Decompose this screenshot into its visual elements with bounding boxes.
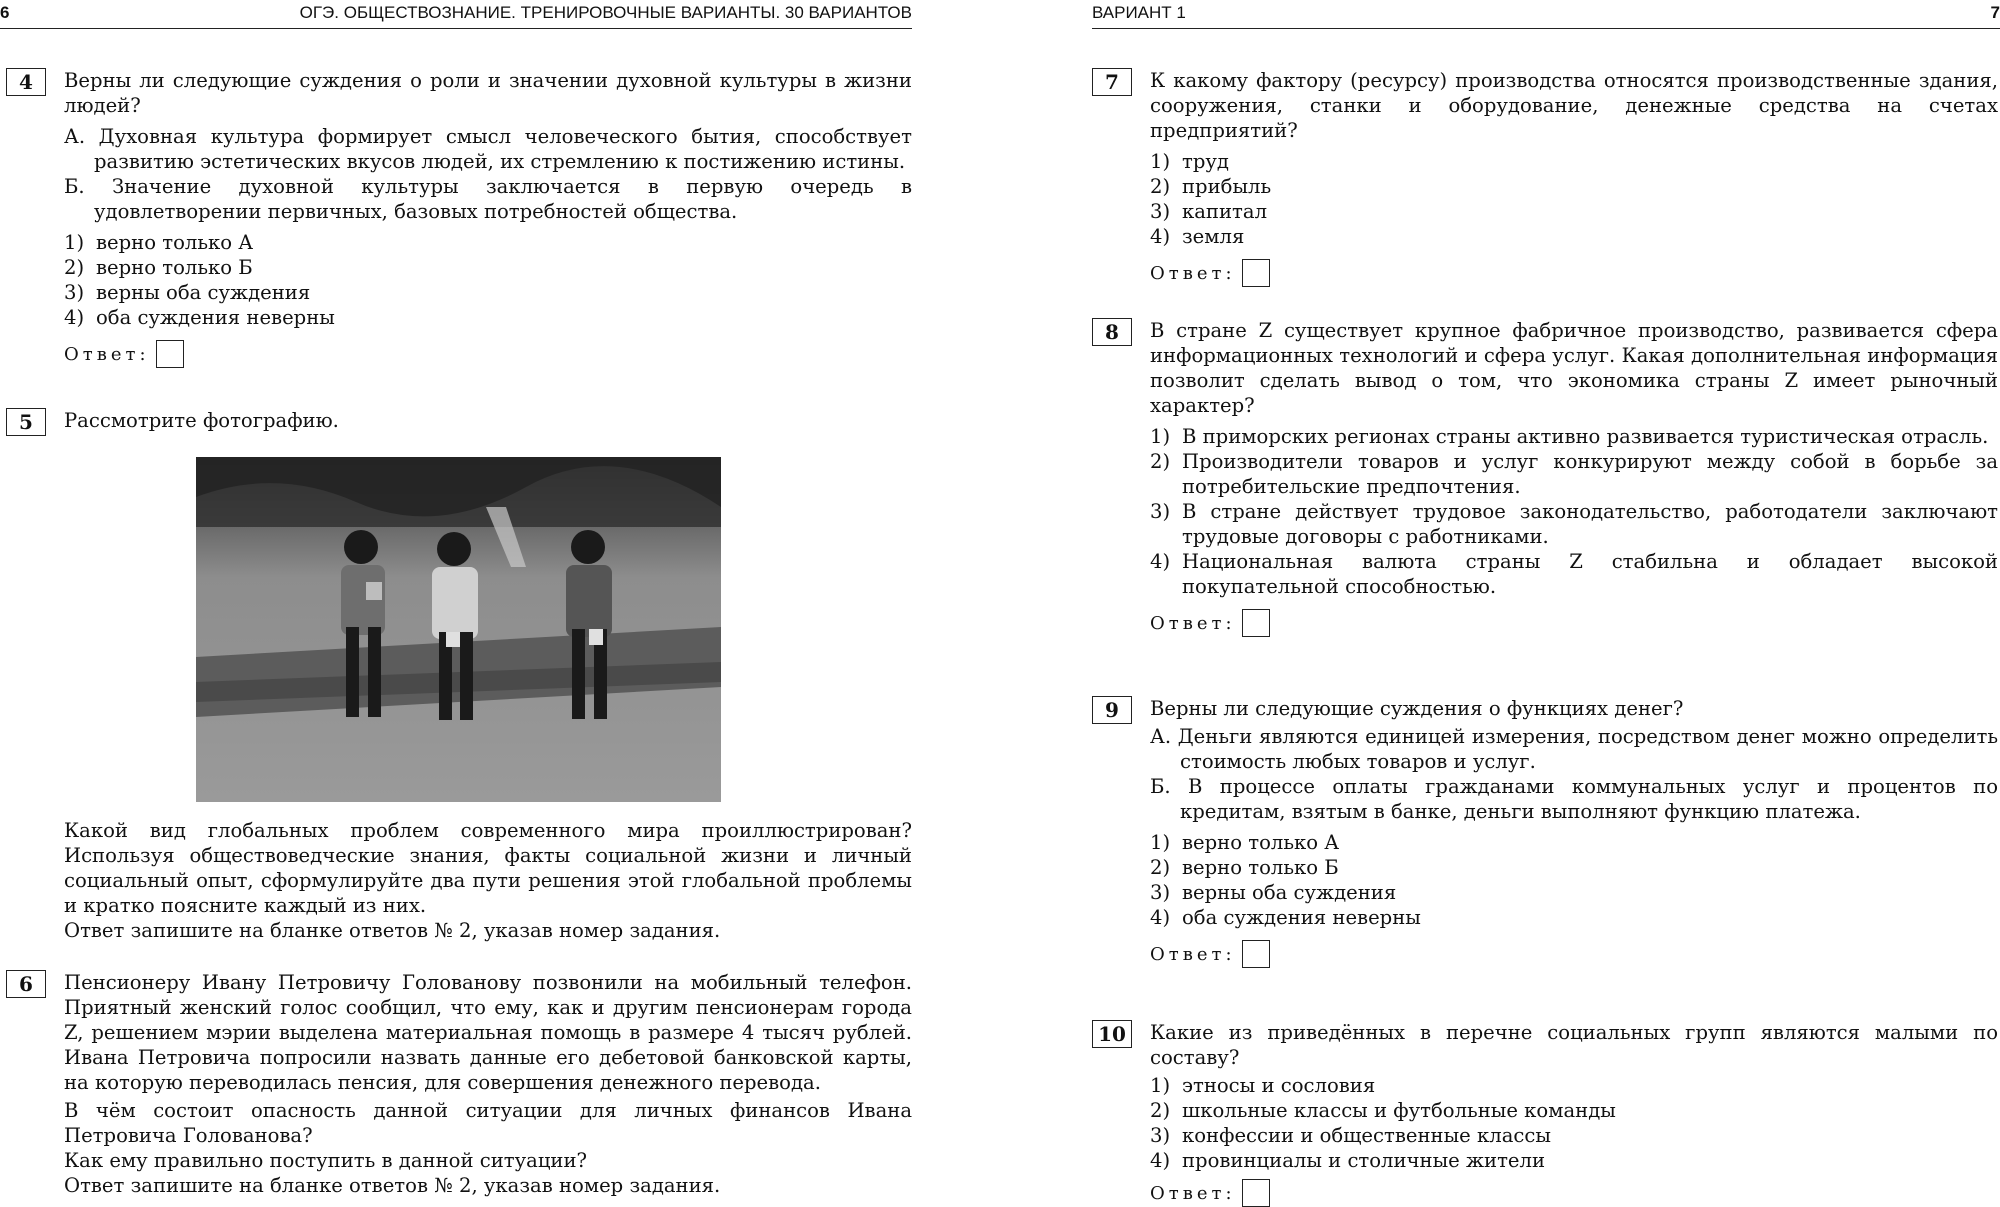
- variant-title: ВАРИАНТ 1: [1092, 3, 1186, 22]
- question-sub-1: В чём состоит опасность данной ситуации для личных финансов Ивана Петровича Голованова?: [64, 1099, 912, 1147]
- option-4: 4) Национальная валюта страны Z стабильна и обладает высокой покупательной способностью.: [1150, 550, 1998, 598]
- option-3: 3) верны оба суждения: [64, 281, 311, 304]
- options-list: [1150, 830, 1998, 930]
- option-2: 2) верно только Б: [1150, 856, 1339, 879]
- photo-illustration: [196, 457, 721, 802]
- option-4: 4) оба суждения неверны: [1150, 906, 1421, 929]
- question-intro: Рассмотрите фотографию.: [64, 409, 339, 432]
- question-stem: Верны ли следующие суждения о функциях денег?: [1150, 697, 1684, 720]
- option-4: 4) оба суждения неверны: [64, 306, 335, 329]
- right-page-header: [1092, 0, 2000, 29]
- answer-box[interactable]: [1242, 609, 1270, 637]
- question-text: Пенсионеру Ивану Петровичу Голованову позвонили на мобильный телефон. Приятный женский голос сообщил, что ему, как и другим пенсионерам города Z, решением мэрии выделена материальная помощь в размере 4 тысяч рублей. Ивана Петровича попросили назвать данные его дебетовой банковской карты, на которую переводилась пенсия, для совершения денежного перевода.: [64, 971, 912, 1094]
- option-1: 1) верно только А: [1150, 831, 1340, 854]
- option-4: 4) провинциалы и столичные жители: [1150, 1149, 1546, 1172]
- option-3: 3) конфессии и общественные классы: [1150, 1124, 1551, 1147]
- options-list: [1150, 424, 1998, 599]
- question-sub-2: Как ему правильно поступить в данной ситуации?: [64, 1149, 588, 1172]
- option-2: 2) школьные классы и футбольные команды: [1150, 1099, 1616, 1122]
- question-number-box: 4: [6, 68, 46, 96]
- answer-instruction: Ответ запишите на бланке ответов № 2, указав номер задания.: [64, 1174, 721, 1197]
- answer-row: [1150, 1179, 1998, 1207]
- question-number-box: 7: [1092, 68, 1132, 96]
- answer-row: [1150, 609, 1998, 637]
- statement-b: Б. Значение духовной культуры заключается в первую очередь в удовлетворении первичных, базовых потребностей общества.: [64, 175, 912, 223]
- question-number-box: 9: [1092, 696, 1132, 724]
- answer-box[interactable]: [1242, 259, 1270, 287]
- book-title: ОГЭ. ОБЩЕСТВОЗНАНИЕ. ТРЕНИРОВОЧНЫЕ ВАРИАНТЫ. 30 ВАРИАНТОВ: [299, 3, 912, 22]
- options-list: [1150, 149, 1998, 249]
- question-stem: К какому фактору (ресурсу) производства относятся производственные здания, сооружения, станки и оборудование, денежные средства на счетах предприятий?: [1150, 69, 1998, 142]
- option-2: 2) верно только Б: [64, 256, 253, 279]
- statement-a: А. Деньги являются единицей измерения, посредством денег можно определить стоимость любых товаров и услуг.: [1150, 725, 1998, 773]
- question-number-box: 6: [6, 970, 46, 998]
- options-list: [1150, 1073, 1998, 1173]
- right-page-number: 7: [1990, 3, 2000, 22]
- question-stem: В стране Z существует крупное фабричное производство, развивается сфера информационных технологий и сфера услуг. Какая дополнительная информация позволит сделать вывод о том, что экономика страны Z имеет рыночный характер?: [1150, 319, 1998, 417]
- question-number-box: 10: [1092, 1020, 1132, 1048]
- question-number-box: 5: [6, 408, 46, 436]
- statement-a: А. Духовная культура формирует смысл человеческого бытия, способствует развитию эстетических вкусов людей, их стремлению к постижению истины.: [64, 125, 912, 173]
- option-3: 3) капитал: [1150, 200, 1268, 223]
- answer-instruction: Ответ запишите на бланке ответов № 2, указав номер задания.: [64, 919, 721, 942]
- answer-label: Ответ:: [64, 343, 150, 365]
- statement-b: Б. В процессе оплаты гражданами коммунальных услуг и процентов по кредитам, взятым в банке, деньги выполняют функцию платежа.: [1150, 775, 1998, 823]
- photograph-children-sitting: [196, 457, 721, 802]
- options-list: [64, 230, 912, 330]
- answer-row: [1150, 940, 1998, 968]
- answer-label: Ответ:: [1150, 1182, 1236, 1204]
- option-2: 2) прибыль: [1150, 175, 1272, 198]
- question-task: Какой вид глобальных проблем современного мира проиллюстрирован? Используя обществоведческие знания, факты социальной жизни и личный социальный опыт, сформулируйте два пути решения этой глобальной проблемы и кратко поясните каждый из них.: [64, 819, 912, 917]
- question-number-box: 8: [1092, 318, 1132, 346]
- answer-box[interactable]: [156, 340, 184, 368]
- answer-label: Ответ:: [1150, 262, 1236, 284]
- question-stem: Какие из приведённых в перечне социальных групп являются малыми по составу?: [1150, 1021, 1998, 1069]
- question-5-task: [64, 818, 912, 943]
- answer-box[interactable]: [1242, 940, 1270, 968]
- answer-label: Ответ:: [1150, 943, 1236, 965]
- option-1: 1) этносы и сословия: [1150, 1074, 1376, 1097]
- option-2: 2) Производители товаров и услуг конкурируют между собой в борьбе за потребительские предпочтения.: [1150, 450, 1998, 498]
- option-3: 3) верны оба суждения: [1150, 881, 1397, 904]
- option-4: 4) земля: [1150, 225, 1245, 248]
- left-page-header: [0, 0, 912, 29]
- answer-row: [64, 340, 912, 368]
- option-1: 1) верно только А: [64, 231, 254, 254]
- left-page-number: 6: [0, 3, 10, 22]
- answer-label: Ответ:: [1150, 612, 1236, 634]
- answer-box[interactable]: [1242, 1179, 1270, 1207]
- answer-row: [1150, 259, 1998, 287]
- option-3: 3) В стране действует трудовое законодательство, работодатели заключают трудовые договоры с работниками.: [1150, 500, 1998, 548]
- question-stem: Верны ли следующие суждения о роли и значении духовной культуры в жизни людей?: [64, 69, 912, 117]
- option-1: 1) В приморских регионах страны активно развивается туристическая отрасль.: [1150, 425, 1989, 448]
- option-1: 1) труд: [1150, 150, 1229, 173]
